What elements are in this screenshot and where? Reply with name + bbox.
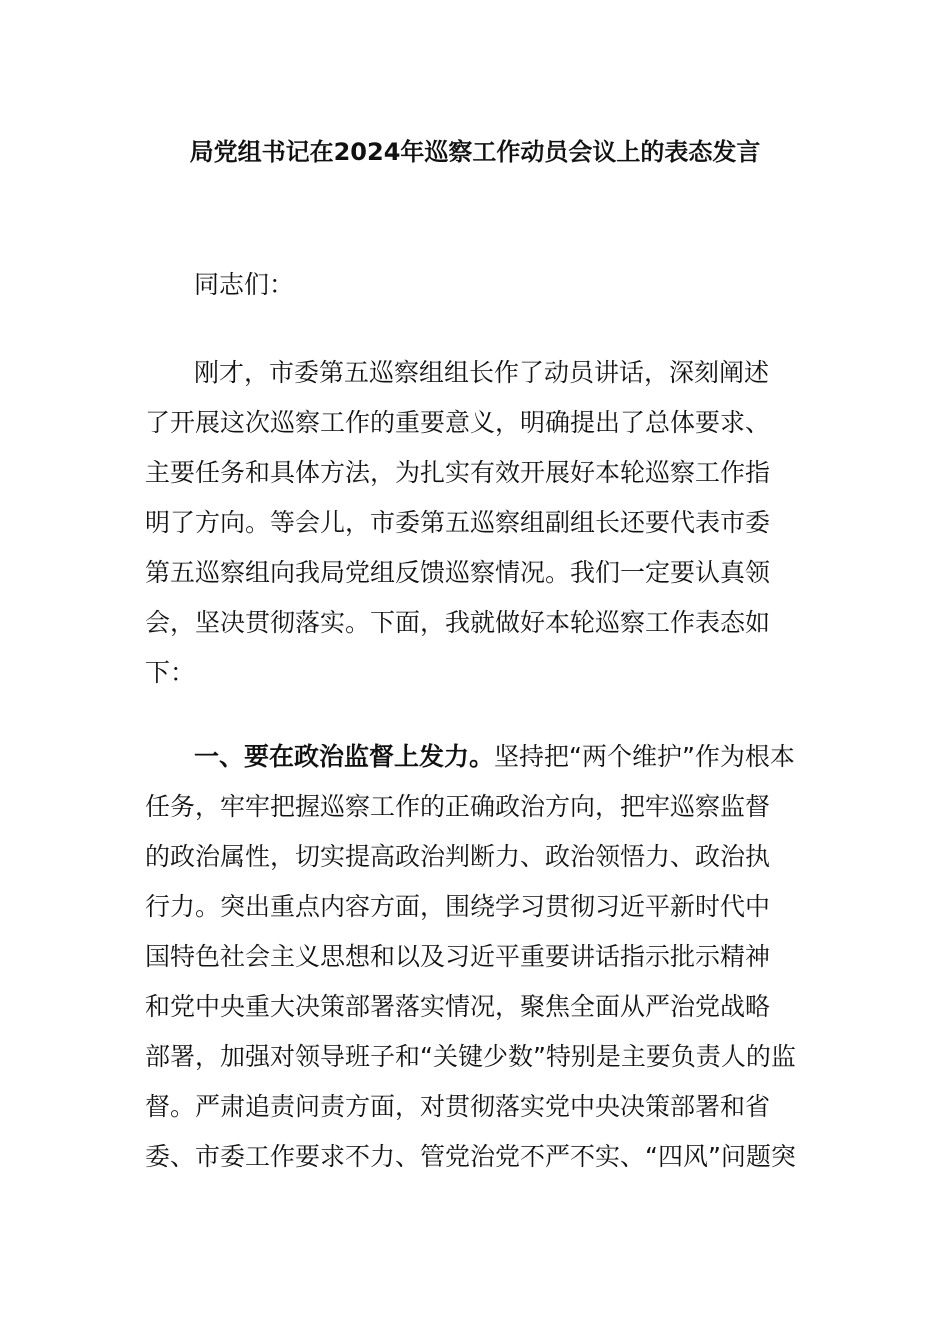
paragraph-1-line: 主要任务和具体方法，为扎实有效开展好本轮巡察工作指 [145,458,771,487]
paragraph-1-line: 第五巡察组向我局党组反馈巡察情况。我们一定要认真领 [145,558,771,587]
section-1-line: 委、市委工作要求不力、管党治党不严不实、“四风”问题突 [145,1142,796,1171]
paragraph-1-line: 下： [145,658,196,687]
paragraph-1-line: 明了方向。等会儿，市委第五巡察组副组长还要代表市委 [145,508,771,537]
document-title: 局党组书记在2024年巡察工作动员会议上的表态发言 [189,138,761,166]
section-1-heading: 一、要在政治监督上发力。 [194,742,495,771]
section-1-line: 行力。突出重点内容方面，围绕学习贯彻习近平新时代中 [145,892,771,921]
section-1-first-line-text: 坚持把“两个维护”作为根本 [494,742,795,771]
paragraph-1-line: 刚才，市委第五巡察组组长作了动员讲话，深刻阐述 [194,358,770,387]
section-1-line: 的政治属性，切实提高政治判断力、政治领悟力、政治执 [145,842,771,871]
section-1-line: 任务，牢牢把握巡察工作的正确政治方向，把牢巡察监督 [145,792,771,821]
section-1-line: 国特色社会主义思想和以及习近平重要讲话指示批示精神 [145,942,771,971]
paragraph-1-line: 了开展这次巡察工作的重要意义，明确提出了总体要求、 [145,408,771,437]
section-1-first-line [194,737,795,777]
paragraph-1-line: 会，坚决贯彻落实。下面，我就做好本轮巡察工作表态如 [145,608,771,637]
section-1-line: 和党中央重大决策部署落实情况，聚焦全面从严治党战略 [145,992,771,1021]
greeting: 同志们： [194,270,295,299]
section-1-line: 督。严肃追责问责方面，对贯彻落实党中央决策部署和省 [145,1092,771,1121]
section-1-line: 部署，加强对领导班子和“关键少数”特别是主要负责人的监 [145,1042,796,1071]
